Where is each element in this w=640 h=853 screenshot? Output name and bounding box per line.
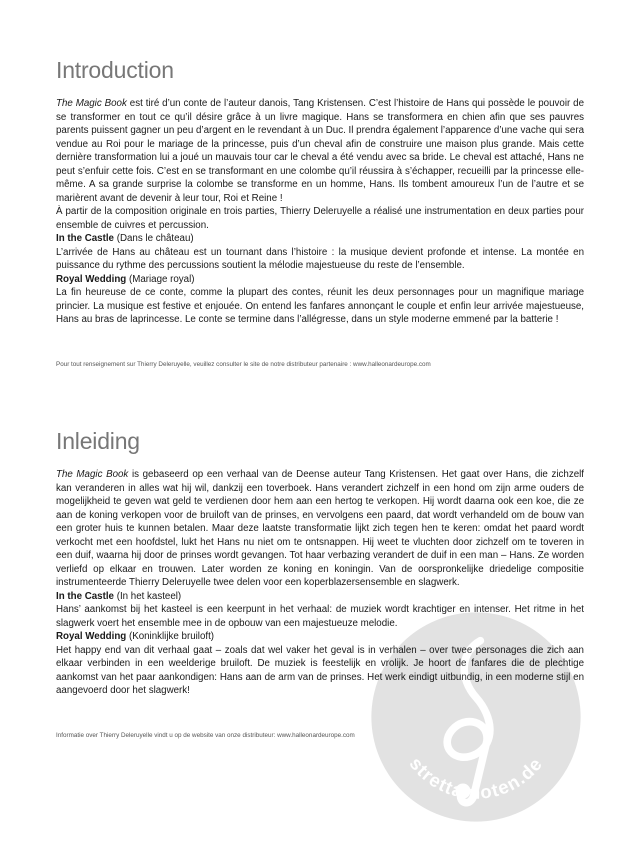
french-intro-paragraph	[56, 97, 584, 205]
dutch-part2-paragraph: Het happy end van dit verhaal gaat – zoals dat wel vaker het geval is in verhalen – over twee personages die zich aan elkaar verbinden in een weelderige bruiloft. De muziek is feestelijk en vrolijk. Je hoort de fanfares die de plechtige aankomst van het paar aankondigen: Hans aan de arm van de prinses. Het werk eindigt uitbundig, in een moderne stijl en aangevoerd door het slagwerk!	[56, 644, 584, 696]
part2-subtitle: (Mariage royal)	[126, 273, 195, 285]
dutch-part2-heading	[56, 630, 584, 644]
french-intro-text: est tiré d’un conte de l’auteur danois, Tang Kristensen. C’est l’histoire de Hans qui possède le pouvoir de se transformer en tout ce qu’il désire grâce à un livre magique. Hans se transformera en chien afin que ses pauvres parents puissent gagner un peu d’argent en le revendant à un Duc. Il prendra également l’apparence d’une vache qui sera vendue au Roi pour le mariage de la princesse, puis d’un cheval afin de construire une maison plus grande. Mais cette dernière transformation lui a joué un mauvais tour car le cheval a été vendu avec sa bride. Le cheval est attaché, Hans ne peut s’enfuir cette fois. C’est en se transformant en une colombe qu’il réussira à s’échapper, recueilli par la princesse elle-même. A sa grande surprise la colombe se transforme en un homme, Hans. Ils tombent amoureux l’un de l’autre et se marièrent avant de devenir à leur tour, Roi et Reine !	[56, 98, 584, 204]
dutch-part1-paragraph: Hans’ aankomst bij het kasteel is een keerpunt in het verhaal: de muziek wordt krachtiger en intenser. Het ritme in het slagwerk voert het ensemble mee in de opbouw van een majestueuze melodie.	[56, 604, 584, 629]
part2-title: Royal Wedding	[56, 273, 127, 285]
part1-title: In the Castle	[56, 233, 114, 244]
book-title: The Magic Book	[56, 98, 127, 109]
section-dutch	[56, 428, 584, 698]
french-body	[56, 97, 584, 327]
dutch-intro-text: is gebaseerd op een verhaal van de Deense auteur Tang Kristensen. Het gaat over Hans, die zichzelf kan veranderen in alles wat hij wil, dankzij een toverboek. Hans verandert zichzelf in een hond om zijn arme ouders de mogelijkheid te geven wat geld te verdienen door hem aan een hertog te verkopen. Hij wordt daarna ook een koe, die ze aan de koning verkopen voor de bruiloft van de prinses, en vervolgens een paard, dat wordt verhandeld om de bouw van een groter huis te kunnen betalen. Maar deze laatste transformatie lijkt zich tegen hen te keren: omdat het paard wordt verkocht met een hoofdstel, lukt het Hans nu niet om te ontsnappen. Hij weet te vluchten door zichzelf om te toveren in een duif, waarna hij door de prinses wordt gevangen. Tot haar verbazing verandert de duif in een man – Hans. Ze worden verliefd op elkaar en trouwen. Later worden ze koning en koningin. Van de oorspronkelijke driedelige compositie instrumenteerde Thierry Deleruyelle twee delen voor een koperblazersensemble en slagwerk.	[56, 469, 584, 588]
dutch-intro-paragraph	[56, 468, 584, 590]
book-title: The Magic Book	[56, 469, 129, 480]
dutch-body	[56, 468, 584, 698]
french-part1-heading	[56, 232, 584, 246]
part1-subtitle: (Dans le château)	[113, 233, 194, 244]
french-composition-paragraph: À partir de la composition originale en trois parties, Thierry Deleruyelle a réalisé une instrumentation en deux parties pour ensemble de cuivres et percussion.	[56, 206, 584, 231]
heading-inleiding: Inleiding	[56, 428, 140, 454]
dutch-distributor-note: Informatie over Thierry Deleruyelle vindt u op de website van onze distributeur: www.halleonardeurope.com	[56, 732, 355, 739]
part1-title: In the Castle	[56, 590, 114, 602]
watermark-text: stretta-noten.de	[405, 753, 547, 803]
part2-subtitle: (Koninklijke bruiloft)	[126, 631, 215, 642]
heading-introduction: Introduction	[56, 57, 174, 83]
part2-title: Royal Wedding	[56, 631, 127, 642]
section-french	[56, 57, 584, 327]
french-distributor-note: Pour tout renseignement sur Thierry Deleruyelle, veuillez consulter le site de notre distributeur partenaire : www.halleonardeurope.com	[56, 361, 431, 368]
part1-subtitle: (In het kasteel)	[113, 590, 182, 602]
french-part1-paragraph: L’arrivée de Hans au château est un tournant dans l’histoire : la musique devient profonde et intense. La montée en puissance du rythme des percussions soutient la mélodie majestueuse du reste de l’ensemble.	[56, 246, 584, 271]
dutch-part1-heading	[56, 590, 584, 604]
french-part2-heading	[56, 273, 584, 287]
french-part2-paragraph: La fin heureuse de ce conte, comme la plupart des contes, réunit les deux personnages pour un magnifique mariage princier. La musique est festive et enjouée. On entend les fanfares annonçant le couple et enfin leur arrivée majestueuse, Hans au bras de laprincesse. Le conte se termine dans l’allégresse, dans un style moderne emmené par la batterie !	[56, 287, 584, 325]
